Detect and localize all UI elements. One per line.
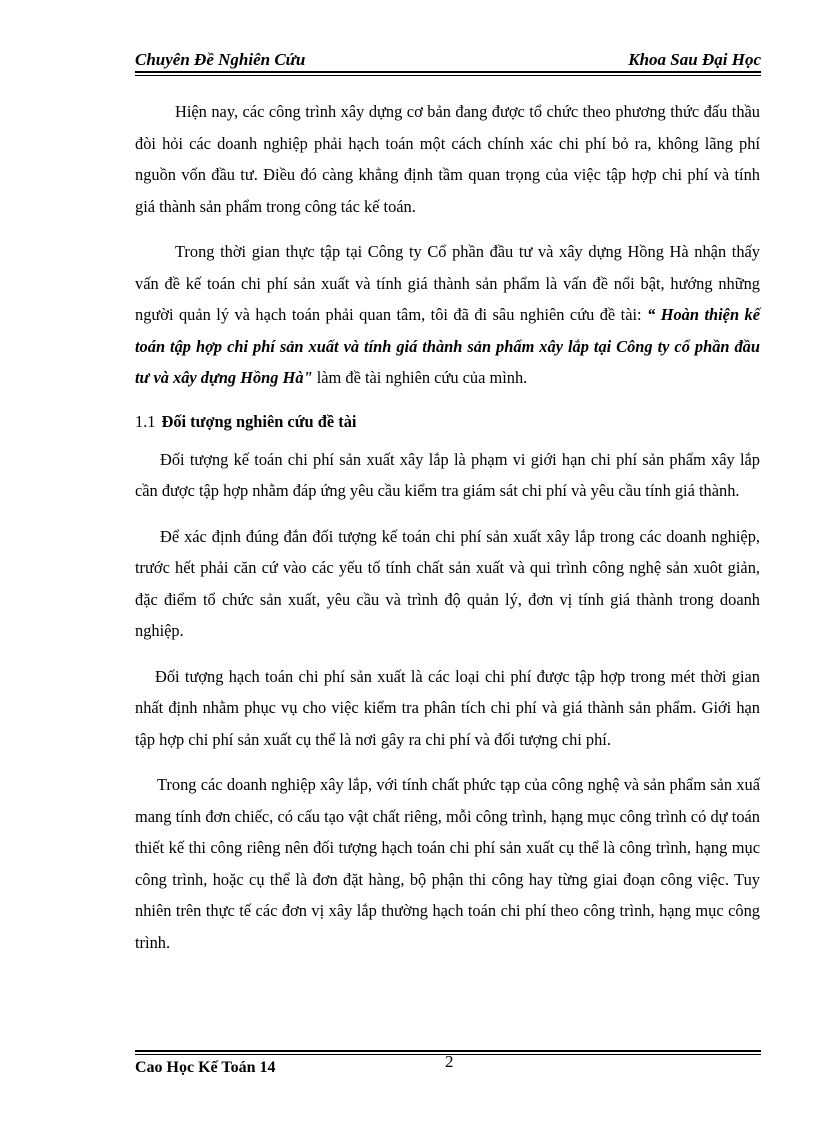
header-rule-thick xyxy=(135,71,761,73)
paragraph-object-determination: Để xác định đúng đắn đối tượng kế toán chi phí sản xuất xây lắp trong các doanh nghiệp, trước hết phải căn cứ vào các yếu tố tính chất sản xuất và qui trình công nghệ sản xuôt giản, đặc điểm tổ chức sản xuất, yêu cầu và trình độ quản lý, đơn vị tính giá thành trong doanh nghiệp. xyxy=(135,526,760,640)
footer-left-text: Cao Học Kế Toán 14 xyxy=(135,1059,276,1076)
paragraph-topic-end: làm đề tài nghiên cứu của mình. xyxy=(312,368,528,387)
paragraph-intro: Hiện nay, các công trình xây dựng cơ bản đang được tổ chức theo phương thức đấu thầu đòi hỏi các doanh nghiệp phải hạch toán một cách chính xác chi phí bỏ ra, không lãng phí nguồn vốn đầu tư. Điều đó càng khẳng định tầm quan trọng của việc tập hợp chi phí và tính giá thành sản phẩm trong công tác kế toán. xyxy=(135,102,760,216)
section-heading xyxy=(135,408,760,436)
paragraph-construction-enterprises: Trong các doanh nghiệp xây lắp, với tính chất phức tạp của công nghệ và sản phẩm sản xuấ mang tính đơn chiếc, có cấu tạo vật chất riêng, mỗi công trình, hạng mục công trình có dự toán thiết kế thi công riêng nên đối tượng hạch toán chi phí sản xuất cụ thể là công trình, hạng mục công trình, hoặc cụ thể là đơn đặt hàng, bộ phận thi công hay từng giai đoạn công việc. Tuy nhiên trên thực tế các đơn vị xây lắp thường hạch toán chi phí theo công trình, hạng mục công trình. xyxy=(135,775,760,952)
header-rule-thin xyxy=(135,75,761,76)
page-body xyxy=(135,96,760,972)
research-topic-title: “ Hoàn thiện kế toán tập hợp chi phí sản xuất và tính giá thành sản phẩm xây lắp tại Công ty cổ phần đầu tư và xây dựng Hồng Hà" xyxy=(135,305,760,387)
paragraph-cost-object: Đối tượng hạch toán chi phí sản xuất là các loại chi phí được tập hợp trong mét thời gian nhất định nhằm phục vụ cho việc kiểm tra phân tích chi phí và giá thành sản phẩm. Giới hạn tập hợp chi phí sản xuất cụ thể là nơi gây ra chi phí và đối tượng chi phí. xyxy=(135,666,760,749)
paragraph-topic-start: Trong thời gian thực tập tại Công ty Cổ phần đầu tư và xây dựng Hồng Hà nhận thấy vấn đề kế toán chi phí sản xuất và tính giá thành sản phẩm là vấn đề nổi bật, hướng những người quản lý và hạch toán phải quan tâm, tôi đã đi sâu nghiên cứu đề tài: xyxy=(135,242,760,324)
page-header xyxy=(135,44,761,72)
section-title: Đối tượng nghiên cứu đề tài xyxy=(161,411,357,431)
page-number: 2 xyxy=(445,1052,454,1071)
section-number: 1.1 xyxy=(135,411,156,431)
header-right-title: Khoa Sau Đại Học xyxy=(628,50,761,69)
paragraph-topic xyxy=(135,236,760,394)
paragraph-object-definition: Đối tượng kế toán chi phí sản xuất xây lắp là phạm vi giới hạn chi phí sản phẩm xây lắp cần được tập hợp nhằm đáp ứng yêu cầu kiểm tra giám sát chi phí và yêu cầu tính giá thành. xyxy=(135,449,760,500)
header-left-title: Chuyên Đề Nghiên Cứu xyxy=(135,50,306,69)
page-footer xyxy=(135,1050,761,1080)
